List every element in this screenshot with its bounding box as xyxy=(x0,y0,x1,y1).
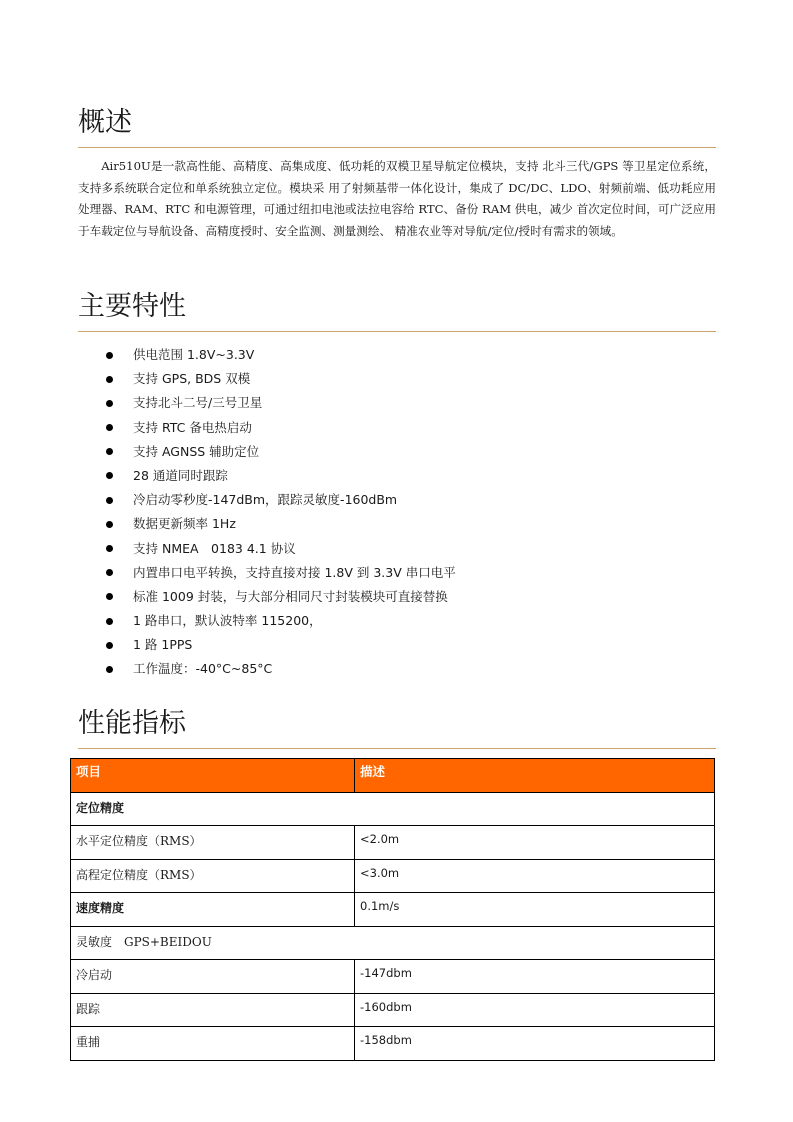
feature-item xyxy=(104,464,456,488)
bullet-icon xyxy=(106,376,113,383)
feature-item xyxy=(104,440,456,464)
features-list xyxy=(104,343,456,682)
table-header-row xyxy=(71,759,715,793)
overview-heading: 概述 xyxy=(78,107,132,138)
row-value: 0.1m/s xyxy=(355,893,715,927)
group-positioning-accuracy: 定位精度 xyxy=(71,792,715,826)
row-item: 跟踪 xyxy=(71,993,355,1027)
bullet-icon xyxy=(106,521,113,528)
row-value: <3.0m xyxy=(355,859,715,893)
feature-text: 1 路串口，默认波特率 115200， xyxy=(133,613,322,629)
row-item: 水平定位精度（RMS） xyxy=(71,826,355,860)
bullet-icon xyxy=(106,497,113,504)
row-value: -158dbm xyxy=(355,1027,715,1061)
feature-item xyxy=(104,416,456,440)
bullet-icon xyxy=(106,448,113,455)
feature-text: 支持北斗二号/三号卫星 xyxy=(133,395,263,411)
table-row xyxy=(71,792,715,826)
feature-text: 28 通道同时跟踪 xyxy=(133,467,228,483)
feature-text: 支持 RTC 备电热启动 xyxy=(133,419,252,435)
feature-item xyxy=(104,657,456,681)
feature-text: 数据更新频率 1Hz xyxy=(133,516,236,532)
feature-text: 1 路 1PPS xyxy=(133,637,193,653)
overview-divider xyxy=(78,147,716,148)
feature-item xyxy=(104,633,456,657)
header-item: 项目 xyxy=(71,759,355,793)
table-row xyxy=(71,859,715,893)
feature-item xyxy=(104,537,456,561)
features-heading: 主要特性 xyxy=(78,291,186,322)
feature-text: 工作温度：-40°C~85°C xyxy=(133,661,273,677)
table-row xyxy=(71,993,715,1027)
bullet-icon xyxy=(106,666,113,673)
bullet-icon xyxy=(106,424,113,431)
bullet-icon xyxy=(106,400,113,407)
feature-item xyxy=(104,488,456,512)
bullet-icon xyxy=(106,593,113,600)
group-sensitivity: 灵敏度 GPS+BEIDOU xyxy=(71,926,715,960)
feature-text: 内置串口电平转换，支持直接对接 1.8V 到 3.3V 串口电平 xyxy=(133,564,456,580)
feature-item xyxy=(104,585,456,609)
table-row xyxy=(71,960,715,994)
performance-divider xyxy=(78,748,716,749)
table-row xyxy=(71,826,715,860)
row-item: 重捕 xyxy=(71,1027,355,1061)
row-item-velocity: 速度精度 xyxy=(71,893,355,927)
header-description: 描述 xyxy=(355,759,715,793)
bullet-icon xyxy=(106,642,113,649)
overview-paragraph: Air510U是一款高性能、高精度、高集成度、低功耗的双模卫星导航定位模块，支持 北斗三代/GPS 等卫星定位系统，支持多系统联合定位和单系统独立定位。模块采 用了射频基带一体化设计，集成了 DC/DC、LDO、射频前端、低功耗应用处理器、RAM、RTC 和电源管理，可通过纽扣电池或法拉电容给 RTC、备份 RAM 供电，减少 首次定位时间，可广泛应用于车载定位与导航设备、高精度授时、安全监测、测量测绘、 精准农业等对导航/定位/授时有需求的领域。 xyxy=(78,159,716,238)
row-item: 高程定位精度（RMS） xyxy=(71,859,355,893)
row-value: -160dbm xyxy=(355,993,715,1027)
bullet-icon xyxy=(106,618,113,625)
feature-item xyxy=(104,391,456,415)
feature-item xyxy=(104,512,456,536)
feature-text: 供电范围 1.8V~3.3V xyxy=(133,347,255,362)
row-value: -147dbm xyxy=(355,960,715,994)
feature-text: 标准 1009 封装，与大部分相同尺寸封装模块可直接替换 xyxy=(133,588,448,604)
feature-text: 支持 NMEA 0183 4.1 协议 xyxy=(133,540,296,556)
performance-heading: 性能指标 xyxy=(78,708,186,739)
bullet-icon xyxy=(106,352,113,359)
feature-text: 冷启动零秒度-147dBm，跟踪灵敏度-160dBm xyxy=(133,492,398,508)
bullet-icon xyxy=(106,569,113,576)
features-divider xyxy=(78,331,716,332)
feature-item xyxy=(104,343,456,367)
feature-text: 支持 AGNSS 辅助定位 xyxy=(133,443,260,459)
table-row xyxy=(71,926,715,960)
bullet-icon xyxy=(106,472,113,479)
table-row xyxy=(71,893,715,927)
row-value: <2.0m xyxy=(355,826,715,860)
feature-text: 支持 GPS, BDS 双模 xyxy=(133,371,251,387)
row-item: 冷启动 xyxy=(71,960,355,994)
performance-table xyxy=(70,758,715,1061)
feature-item xyxy=(104,609,456,633)
bullet-icon xyxy=(106,545,113,552)
table-row xyxy=(71,1027,715,1061)
feature-item xyxy=(104,367,456,391)
feature-item xyxy=(104,561,456,585)
